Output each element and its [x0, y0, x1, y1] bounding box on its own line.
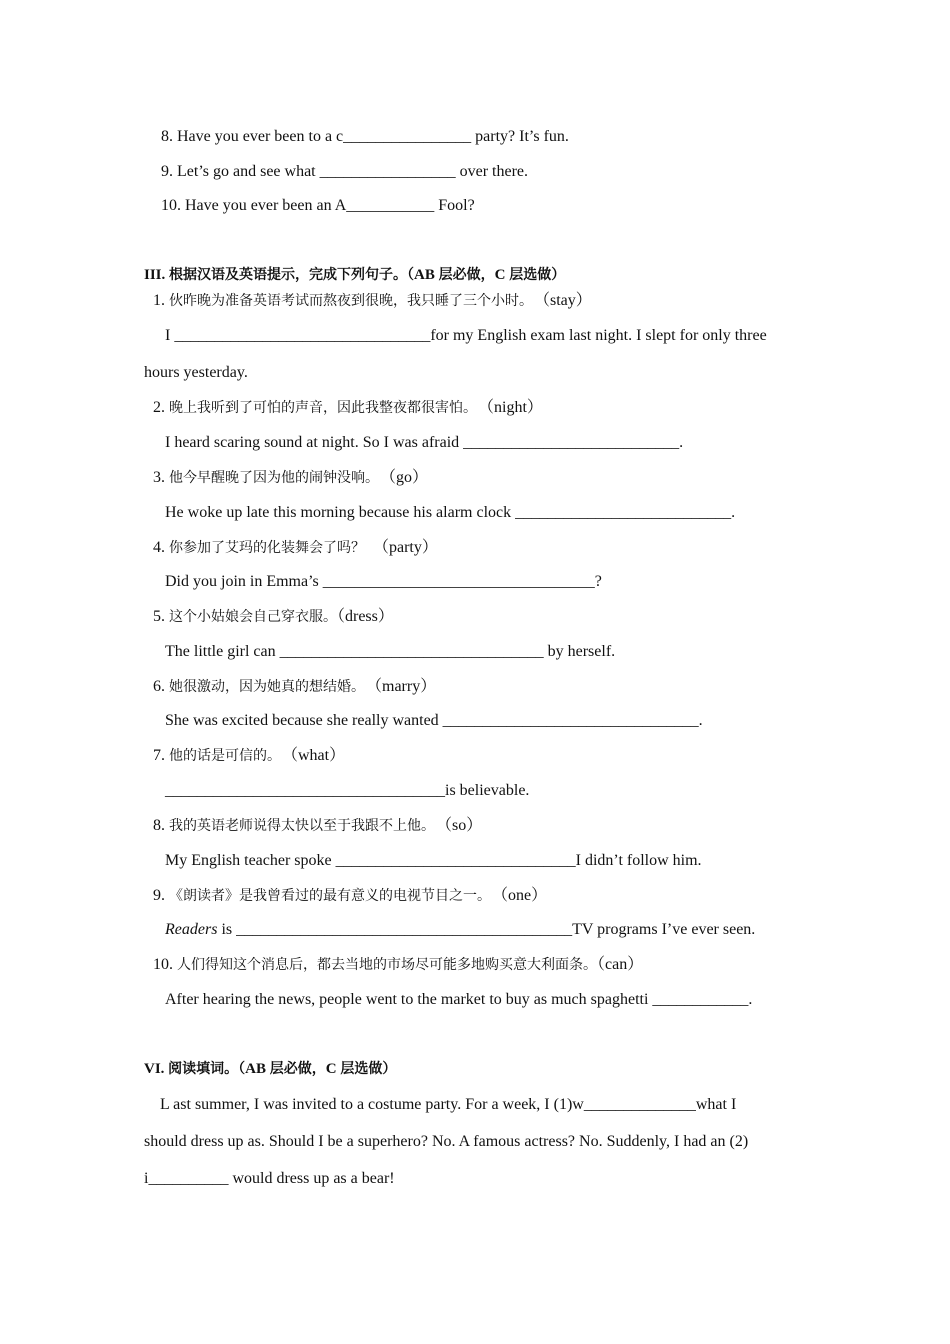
section-6-heading — [144, 1059, 396, 1079]
s3-item-9-english — [165, 920, 755, 940]
section-3-ab: AB — [414, 267, 439, 283]
section-3-end: 层选做） — [509, 267, 566, 283]
s3-item-3-english: He woke up late this morning because his alarm clock ___________________________. — [165, 504, 736, 521]
s3-item-7-chinese: 他的话是可信的。 — [169, 748, 274, 764]
s3-item-6-english: She was excited because she really wanted ________________________________. — [165, 712, 703, 729]
s3-item-5-chinese: 这个小姑娘会自己穿衣服。 — [169, 609, 337, 625]
s3-item-5-number: 5. — [153, 608, 169, 625]
s3-item-1-chinese: 伙昨晚为准备英语考试而熬夜到很晚，我只睡了三个小时。 — [169, 293, 526, 309]
s3-item-3-prompt — [153, 468, 428, 488]
section-3-c: C — [494, 267, 510, 283]
s3-item-2-hint: （night） — [470, 399, 543, 416]
section-3-mid: 层必做， — [438, 267, 495, 283]
s3-item-2-chinese: 晚上我听到了可怕的声音，因此我整夜都很害怕。 — [169, 400, 470, 416]
section-6-mid: 层必做， — [269, 1061, 326, 1077]
s3-item-9-prompt — [153, 886, 547, 906]
section-6-number: VI. — [144, 1061, 169, 1077]
s3-item-3-chinese: 他今早醒晚了因为他的闹钟没响。 — [169, 470, 372, 486]
s6-passage-line-2: should dress up as. Should I be a superhero? No. A famous actress? No. Suddenly, I had an (2) — [144, 1133, 749, 1150]
s3-item-6-number: 6. — [153, 678, 169, 695]
s3-item-1-english: I ________________________________for my English exam last night. I slept for only three — [165, 327, 767, 344]
s3-item-4-chinese: 你参加了艾玛的化装舞会了吗？ — [169, 540, 365, 556]
section-6-ab: AB — [245, 1061, 270, 1077]
s3-item-9-english-rest: is __________________________________________TV programs I’ve ever seen. — [217, 921, 756, 938]
s3-item-8-hint: （so） — [428, 817, 483, 834]
s3-item-10-hint: （can） — [597, 956, 644, 973]
s3-item-10-number: 10. — [153, 956, 177, 973]
s3-item-8-english: My English teacher spoke ______________________________I didn’t follow him. — [165, 852, 702, 869]
s3-item-6-chinese: 她很激动，因为她真的想结婚。 — [169, 679, 358, 695]
s3-item-1-hint: （stay） — [526, 292, 592, 309]
s3-item-4-hint: （party） — [365, 539, 438, 556]
s3-item-10-chinese: 人们得知这个消息后，都去当地的市场尽可能多地购买意大利面条。 — [177, 957, 597, 973]
s3-item-5-hint: （dress） — [337, 608, 394, 625]
s3-item-2-english: I heard scaring sound at night. So I was afraid ___________________________. — [165, 434, 684, 451]
s3-item-1-number: 1. — [153, 292, 169, 309]
section-3-number: III. — [144, 267, 170, 283]
s3-item-1-english-cont: hours yesterday. — [144, 364, 248, 381]
s3-item-6-hint: （marry） — [358, 678, 437, 695]
section-6-c: C — [325, 1061, 341, 1077]
s3-item-7-hint: （what） — [274, 747, 346, 764]
part2-item-10: 10. Have you ever been an A___________ Fool? — [161, 197, 475, 214]
s3-item-10-prompt — [153, 955, 643, 975]
s3-item-7-english: ___________________________________is believable. — [165, 782, 530, 799]
section-3-heading — [144, 265, 565, 285]
part2-item-9: 9. Let’s go and see what _________________ over there. — [161, 163, 529, 180]
part2-item-8: 8. Have you ever been to a c________________ party? It’s fun. — [161, 128, 569, 145]
s3-item-2-number: 2. — [153, 399, 169, 416]
s3-item-5-english: The little girl can _________________________________ by herself. — [165, 643, 616, 660]
s3-item-4-prompt — [153, 538, 438, 558]
s3-item-3-hint: （go） — [372, 469, 429, 486]
s3-item-4-english: Did you join in Emma’s __________________________________? — [165, 573, 602, 590]
s3-item-5-prompt — [153, 607, 394, 627]
s6-passage-line-3: i__________ would dress up as a bear! — [144, 1170, 395, 1187]
s6-passage-line-1: L ast summer, I was invited to a costume party. For a week, I (1)w______________what I — [160, 1096, 737, 1113]
s3-item-9-number: 9. — [153, 887, 169, 904]
s3-item-4-number: 4. — [153, 539, 169, 556]
s3-item-7-prompt — [153, 746, 345, 766]
section-6-end: 层选做） — [340, 1061, 397, 1077]
s3-item-8-prompt — [153, 816, 482, 836]
section-3-title: 根据汉语及英语提示，完成下列句子。（ — [169, 267, 415, 283]
s3-item-2-prompt — [153, 398, 543, 418]
s3-item-6-prompt — [153, 677, 436, 697]
s3-item-8-chinese: 我的英语老师说得太快以至于我跟不上他。 — [169, 818, 428, 834]
s3-item-8-number: 8. — [153, 817, 169, 834]
s3-item-7-number: 7. — [153, 747, 169, 764]
s3-item-10-english: After hearing the news, people went to the market to buy as much spaghetti ____________. — [165, 991, 753, 1008]
s3-item-9-hint: （one） — [484, 887, 548, 904]
s3-item-9-title-italic: Readers — [165, 921, 218, 938]
s3-item-3-number: 3. — [153, 469, 169, 486]
s3-item-1-prompt — [153, 291, 592, 311]
s3-item-9-chinese: 《朗读者》是我曾看过的最有意义的电视节目之一。 — [169, 888, 484, 904]
section-6-title: 阅读填词。（ — [168, 1061, 246, 1077]
